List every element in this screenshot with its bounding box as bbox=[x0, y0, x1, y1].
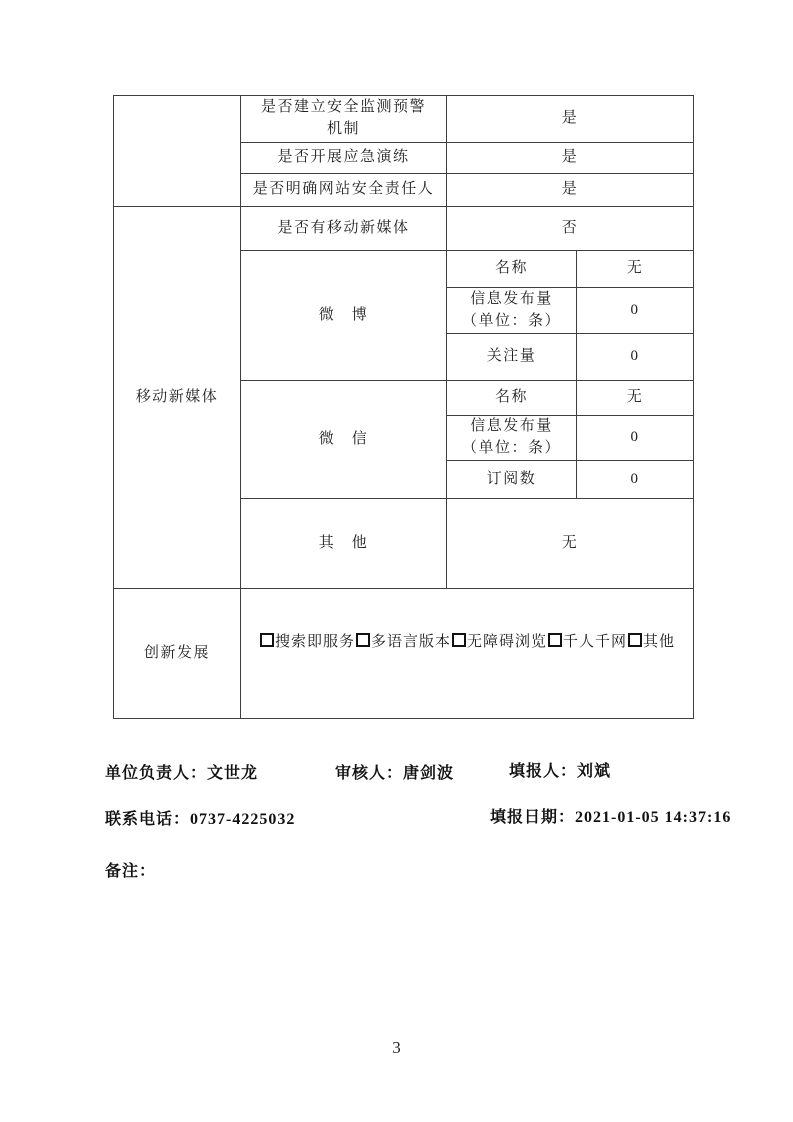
cell-label-has-mobile-media: 是否有移动新媒体 bbox=[241, 207, 447, 251]
footer-date-value: 2021-01-05 14:37:16 bbox=[575, 809, 732, 826]
cell-label-other-media: 其 他 bbox=[241, 499, 447, 589]
cell-value-wechat-subscribers: 0 bbox=[577, 461, 694, 499]
checkbox-option-multilanguage[interactable] bbox=[355, 632, 451, 654]
footer-filler-value: 刘斌 bbox=[577, 763, 612, 780]
page-number: 3 bbox=[392, 1038, 401, 1057]
label-line-1: 是否建立安全监测预警 bbox=[260, 99, 426, 116]
cell-section-mobile-media: 移动新媒体 bbox=[114, 207, 241, 589]
footer-reviewer-label: 审核人： bbox=[335, 765, 404, 782]
checkbox-option-qianren-qianwang[interactable] bbox=[547, 632, 627, 654]
checkbox-unchecked-icon[interactable] bbox=[356, 633, 370, 647]
footer-reviewer-value: 唐剑波 bbox=[403, 765, 455, 782]
checkbox-unchecked-icon[interactable] bbox=[628, 633, 642, 647]
footer-responsible-value: 文世龙 bbox=[207, 765, 259, 782]
cell-label-weibo-name: 名称 bbox=[447, 251, 577, 288]
footer-responsible-person bbox=[105, 760, 258, 783]
cell-value-has-mobile-media: 否 bbox=[447, 207, 694, 251]
cell-value-other-media: 无 bbox=[447, 499, 694, 589]
cell-value-weibo-posts: 0 bbox=[577, 288, 694, 334]
table-row bbox=[114, 207, 694, 251]
cell-value-security-warning: 是 bbox=[447, 96, 694, 143]
cell-label-wechat-subscribers: 订阅数 bbox=[447, 461, 577, 499]
footer-phone-value: 0737-4225032 bbox=[190, 811, 296, 828]
cell-label-weibo-followers: 关注量 bbox=[447, 334, 577, 381]
cell-section-blank bbox=[114, 96, 241, 207]
checkbox-option-other[interactable] bbox=[627, 632, 675, 654]
checkbox-option-search-service[interactable] bbox=[259, 632, 355, 654]
cell-label-wechat-posts bbox=[447, 416, 577, 461]
checkbox-label: 多语言版本 bbox=[370, 633, 451, 650]
cell-group-weibo: 微 博 bbox=[241, 251, 447, 381]
cell-value-wechat-name: 无 bbox=[577, 381, 694, 416]
checkbox-unchecked-icon[interactable] bbox=[260, 633, 274, 647]
cell-value-weibo-name: 无 bbox=[577, 251, 694, 288]
label-line-2: （单位：条） bbox=[461, 440, 561, 456]
footer-responsible-label: 单位负责人： bbox=[105, 765, 208, 782]
cell-section-innovation: 创新发展 bbox=[114, 589, 241, 719]
cell-group-wechat: 微 信 bbox=[241, 381, 447, 499]
footer-date-label: 填报日期： bbox=[490, 809, 576, 826]
cell-label-emergency-drill: 是否开展应急演练 bbox=[241, 143, 447, 174]
label-line-1: 信息发布量 bbox=[470, 290, 553, 307]
footer-remarks bbox=[105, 858, 156, 881]
footer-filler-label: 填报人： bbox=[509, 763, 578, 780]
table-row bbox=[114, 96, 694, 143]
cell-value-weibo-followers: 0 bbox=[577, 334, 694, 381]
footer-remarks-label: 备注： bbox=[105, 863, 157, 880]
footer-reviewer bbox=[335, 760, 454, 783]
report-table bbox=[113, 95, 694, 719]
footer-report-date bbox=[490, 804, 731, 827]
checkbox-label: 千人千网 bbox=[563, 633, 628, 650]
table-row bbox=[114, 589, 694, 719]
footer-filler bbox=[509, 758, 611, 781]
footer-phone-label: 联系电话： bbox=[105, 811, 191, 828]
cell-label-wechat-name: 名称 bbox=[447, 381, 577, 416]
checkbox-label: 其他 bbox=[643, 633, 676, 650]
footer-phone bbox=[105, 806, 295, 829]
checkbox-label: 无障碍浏览 bbox=[467, 633, 548, 650]
checkbox-unchecked-icon[interactable] bbox=[548, 633, 562, 647]
checkbox-unchecked-icon[interactable] bbox=[452, 633, 466, 647]
cell-label-security-responsible: 是否明确网站安全责任人 bbox=[241, 174, 447, 207]
cell-value-wechat-posts: 0 bbox=[577, 416, 694, 461]
label-line-2: 机制 bbox=[326, 121, 360, 137]
cell-label-security-warning bbox=[241, 96, 447, 143]
label-line-2: （单位：条） bbox=[461, 312, 561, 329]
label-line-1: 信息发布量 bbox=[470, 418, 553, 435]
cell-value-emergency-drill: 是 bbox=[447, 143, 694, 174]
cell-value-security-responsible: 是 bbox=[447, 174, 694, 207]
cell-label-weibo-posts bbox=[447, 288, 577, 334]
checkbox-label: 搜索即服务 bbox=[274, 633, 355, 650]
checkbox-option-accessibility[interactable] bbox=[451, 632, 547, 654]
cell-innovation-options bbox=[241, 589, 694, 719]
